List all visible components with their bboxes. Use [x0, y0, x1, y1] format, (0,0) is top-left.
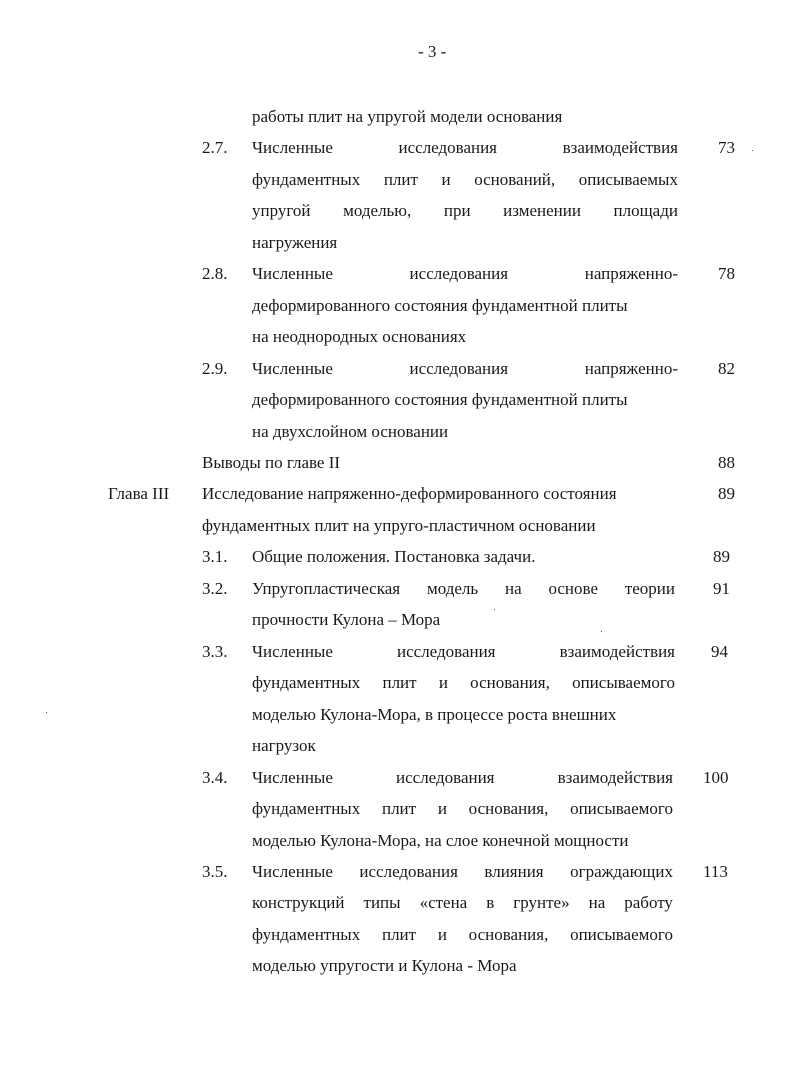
- word: взаимодействия: [559, 642, 675, 661]
- word: «стена: [419, 893, 468, 912]
- word: плит: [381, 925, 417, 944]
- word: фундаментных: [252, 170, 361, 189]
- toc-entry-3-4-title-line: [252, 762, 673, 793]
- toc-entry-3-3-title-line: моделью Кулона-Мора, в процессе роста внешних: [252, 705, 617, 724]
- toc-entry-3-5-title-line: моделью упругости и Кулона - Мора: [252, 956, 517, 975]
- word: модель: [426, 579, 479, 598]
- toc-entry-3-2-page: 91: [713, 579, 730, 598]
- word: напряженно-: [584, 359, 678, 378]
- word: и: [441, 170, 451, 189]
- toc-entry-2-7-title-line: [252, 164, 678, 195]
- word: исследования: [398, 138, 498, 157]
- toc-entry-2-7-title-line: [252, 195, 678, 226]
- toc-entry-2-9-page: 82: [718, 359, 735, 378]
- word: в: [486, 893, 495, 912]
- toc-entry-3-1-title-line: Общие положения. Постановка задачи.: [252, 547, 536, 566]
- toc-entry-3-1-page: 89: [713, 547, 730, 566]
- word: описываемого: [572, 673, 675, 692]
- toc-entry-3-5-title-line: [252, 856, 673, 887]
- toc-chapter-3-page: 89: [718, 484, 735, 503]
- toc-entry-2-8-page: 78: [718, 264, 735, 283]
- word: основания,: [468, 799, 549, 818]
- toc-entry-3-4-title-line: моделью Кулона-Мора, на слое конечной мощности: [252, 831, 629, 850]
- toc-entry-2-7-title-line: нагружения: [252, 233, 338, 252]
- word: Численные: [252, 264, 333, 283]
- word: работу: [624, 893, 673, 912]
- toc-entry-3-3-number: 3.3.: [202, 642, 228, 661]
- toc-entry-3-3-page: 94: [711, 642, 728, 661]
- toc-entry-3-1-number: 3.1.: [202, 547, 228, 566]
- toc-entry-3-4-number: 3.4.: [202, 768, 228, 787]
- word: фундаментных: [252, 925, 361, 944]
- toc-entry-3-2-title-line: прочности Кулона – Мора: [252, 610, 441, 629]
- toc-entry-2-8-number: 2.8.: [202, 264, 228, 283]
- word: на: [588, 893, 606, 912]
- word: Численные: [252, 642, 333, 661]
- word: типы: [363, 893, 401, 912]
- toc-conclusions-2-title: Выводы по главе II: [202, 453, 341, 472]
- toc-entry-3-3-title-line: нагрузок: [252, 736, 316, 755]
- word: грунте»: [513, 893, 570, 912]
- toc-entry-2-9-title-line: деформированного состояния фундаментной плиты: [252, 390, 628, 409]
- toc-chapter-3-label: Глава III: [108, 484, 170, 503]
- word: влияния: [484, 862, 544, 881]
- word: плит: [382, 673, 417, 692]
- toc-entry-2-7-page: 73: [718, 138, 735, 157]
- word: при: [443, 201, 471, 220]
- toc-entry-2-6-title-line: работы плит на упругой модели основания: [252, 107, 563, 126]
- page-number: - 3 -: [418, 42, 447, 61]
- word: исследования: [409, 359, 509, 378]
- toc-entry-2-9-title-line: на двухслойном основании: [252, 422, 449, 441]
- scan-speck: [601, 631, 602, 632]
- word: Численные: [252, 862, 333, 881]
- toc-entry-2-7-number: 2.7.: [202, 138, 228, 157]
- word: и: [437, 799, 447, 818]
- toc-entry-2-8-title-line: [252, 258, 678, 289]
- word: описываемого: [570, 799, 673, 818]
- word: оснований,: [474, 170, 556, 189]
- word: описываемых: [578, 170, 678, 189]
- word: ограждающих: [570, 862, 673, 881]
- toc-chapter-3-title-line: фундаментных плит на упруго-пластичном основании: [202, 516, 596, 535]
- toc-conclusions-2-page: 88: [718, 453, 735, 472]
- toc-entry-3-2-number: 3.2.: [202, 579, 228, 598]
- scan-speck: [752, 150, 753, 151]
- word: Численные: [252, 359, 333, 378]
- toc-entry-3-3-title-line: [252, 636, 675, 667]
- word: моделью,: [343, 201, 412, 220]
- scan-speck: [494, 609, 495, 610]
- word: основания,: [470, 673, 550, 692]
- toc-entry-3-4-title-line: [252, 793, 673, 824]
- toc-chapter-3-title-line: Исследование напряженно-деформированного состояния: [202, 484, 617, 503]
- word: основе: [548, 579, 598, 598]
- word: и: [438, 673, 448, 692]
- word: на: [504, 579, 522, 598]
- toc-entry-2-9-number: 2.9.: [202, 359, 228, 378]
- word: изменении: [503, 201, 581, 220]
- toc-entry-3-5-title-line: [252, 919, 673, 950]
- toc-entry-3-5-page: 113: [703, 862, 728, 881]
- word: Численные: [252, 768, 333, 787]
- word: теории: [624, 579, 675, 598]
- toc-entry-2-9-title-line: [252, 353, 678, 384]
- word: исследования: [409, 264, 509, 283]
- word: фундаментных: [252, 673, 361, 692]
- toc-entry-2-8-title-line: на неоднородных основаниях: [252, 327, 467, 346]
- toc-entry-3-5-number: 3.5.: [202, 862, 228, 881]
- word: плит: [383, 170, 418, 189]
- word: исследования: [396, 768, 495, 787]
- word: взаимодействия: [562, 138, 678, 157]
- toc-entry-2-8-title-line: деформированного состояния фундаментной плиты: [252, 296, 628, 315]
- word: конструкций: [252, 893, 345, 912]
- word: плит: [381, 799, 417, 818]
- word: напряженно-: [584, 264, 678, 283]
- word: исследования: [397, 642, 496, 661]
- word: основания,: [468, 925, 549, 944]
- word: Численные: [252, 138, 333, 157]
- toc-entry-2-7-title-line: [252, 132, 678, 163]
- word: и: [437, 925, 447, 944]
- word: описываемого: [570, 925, 673, 944]
- word: упругой: [252, 201, 311, 220]
- word: взаимодействия: [557, 768, 673, 787]
- toc-entry-3-4-page: 100: [703, 768, 729, 787]
- toc-entry-3-2-title-line: [252, 573, 675, 604]
- word: площади: [613, 201, 678, 220]
- toc-entry-3-3-title-line: [252, 667, 675, 698]
- word: исследования: [359, 862, 458, 881]
- scan-speck: [46, 712, 47, 713]
- word: фундаментных: [252, 799, 361, 818]
- toc-entry-3-5-title-line: [252, 887, 673, 918]
- word: Упругопластическая: [252, 579, 401, 598]
